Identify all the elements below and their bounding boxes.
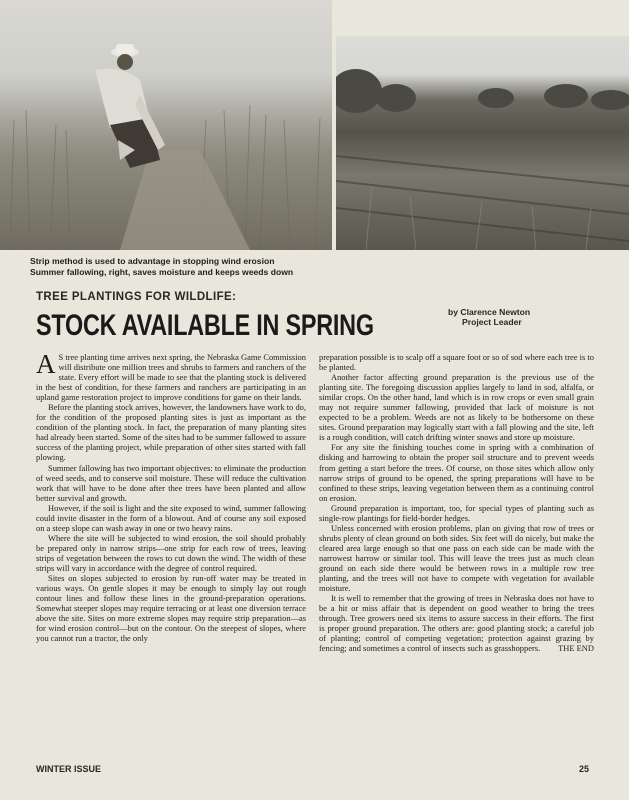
article-paragraph: It is well to remember that the growing of trees in Nebraska does not have to be a hit or miss affair that is dependent on good weather to bring the trees through. Tree growers need six items to assure success in their efforts. The first is proper ground preparation. The others are: good planting stock; a careful job of planting; control of competing vegetation; protection against grazing by fencing; and sometimes a control of insects such as grasshoppers. THE END xyxy=(319,593,594,654)
photo-summer-fallow xyxy=(336,36,629,250)
article-paragraph: preparation possible is to scalp off a square foot or so of sod where each tree is to be planted. xyxy=(319,352,594,373)
byline-name: by Clarence Newton xyxy=(448,307,531,317)
article-column-right xyxy=(319,352,594,653)
article-paragraph: A S tree planting time arrives next spring, the Nebraska Game Commission will distribute one million trees and shrubs to farmers and ranchers of the state. Every effort will be made to see that the planting stock is delivered in the best of condition, for these farmers and ranchers are participating in an upland game restoration project to improve conditions for game on their lands. xyxy=(36,349,306,403)
article-paragraph: Ground preparation is important, too, for special types of planting such as single-row plantings for field-border hedges. xyxy=(319,502,594,523)
article-column-left xyxy=(36,349,306,644)
man-planting-strip-photo xyxy=(0,0,332,250)
drop-cap: A xyxy=(36,349,56,379)
article-paragraph: Summer fallowing has two important objectives: to eliminate the production of weed seeds, and to conserve soil moisture. These will reduce the cultivation work that will have to be done after thee trees have been planted and allow better survival and growth. xyxy=(36,462,306,503)
article-paragraph: Before the planting stock arrives, however, the landowners have work to do, for the condition of the proposed planting sites is just as important as the condition of the planting stock. In fact, the preparation of many planting sites had already been started. Some of the sites had to be summer fallowed to assure success of the planting project, while preparation of other sites started with fall plowing. xyxy=(36,402,306,463)
summer-fallow-field-photo xyxy=(336,36,629,250)
footer-issue: WINTER ISSUE xyxy=(36,764,102,774)
article-paragraph: Unless concerned with erosion problems, plan on giving that row of trees or shrubs plenty of clean ground on both sides. Six feet will do nicely, but make the cleared area large enough so that one pass on each side can be made with the narrowest harrow or similar tool. This will leave the trees just as much clean ground on each side there would be between rows in a multiple row tree planting, and the trees will not have to compete with vegetation for available moisture. xyxy=(319,522,594,594)
article-paragraph: For any site the finishing touches come in spring with a combination of disking and harrowing to obtain the proper soil structure and to prevent weeds from getting a start before the trees. Of course, on those sites which allow only narrow strips of ground to be opened, the spring preparations will have to be confined to these strips, leaving vegetation between them as a continuing control on erosion. xyxy=(319,442,594,503)
caption-line-1: Strip method is used to advantage in stopping wind erosion xyxy=(30,256,275,266)
article-paragraph: Another factor affecting ground preparation is the previous use of the planting site. The foregoing discussion applies largely to land in sod, alfalfa, or similar crops. On the other hand, land which is in row crops or even small grain may not require summer fallowing, provided that lack of moisture is not expected to be a problem. Weeds are not as likely to be bothersome on these sites. Ground preparation may logically start with a fall plowing and the site, left is a rough condition, will catch drifting winter snows and store up moisture. xyxy=(319,372,594,443)
article-paragraph: Where the site will be subjected to wind erosion, the soil should probably be prepared only in narrow strips—one strip for each row of trees, leaving strips of vegetation between the rows to cut down the wind. The width of these strips will vary in accordance with the degree of control required. xyxy=(36,532,306,573)
photo-caption xyxy=(30,256,350,278)
the-end-marker: THE END xyxy=(558,643,594,654)
article-paragraph: Sites on slopes subjected to erosion by run-off water may be treated in various ways. On gentle slopes it may be enough to simply lay out rough contour lines and follow these lines in the ground-preparation operations. Somewhat steeper slopes may require terracing or at least one diversion terrace above the site. Sites on more extreme slopes may require strip preparation—as for wind erosion control—but on the contour. On the steepest of slopes, where you cannot run a tractor, the only xyxy=(36,573,306,644)
article-kicker: TREE PLANTINGS FOR WILDLIFE: xyxy=(36,291,237,303)
article-paragraph: However, if the soil is light and the site exposed to wind, summer fallowing could invite disaster in the form of a blowout. And of course any soil exposed on a steep slope can wash away in one or two heavy rains. xyxy=(36,502,306,533)
page-number: 25 xyxy=(579,764,590,774)
caption-line-2: Summer fallowing, right, saves moisture and keeps weeds down xyxy=(30,267,294,277)
byline-role: Project Leader xyxy=(462,317,522,327)
photo-strip-planting xyxy=(0,0,332,250)
article-title: STOCK AVAILABLE IN SPRING xyxy=(36,309,374,342)
byline xyxy=(448,307,530,327)
